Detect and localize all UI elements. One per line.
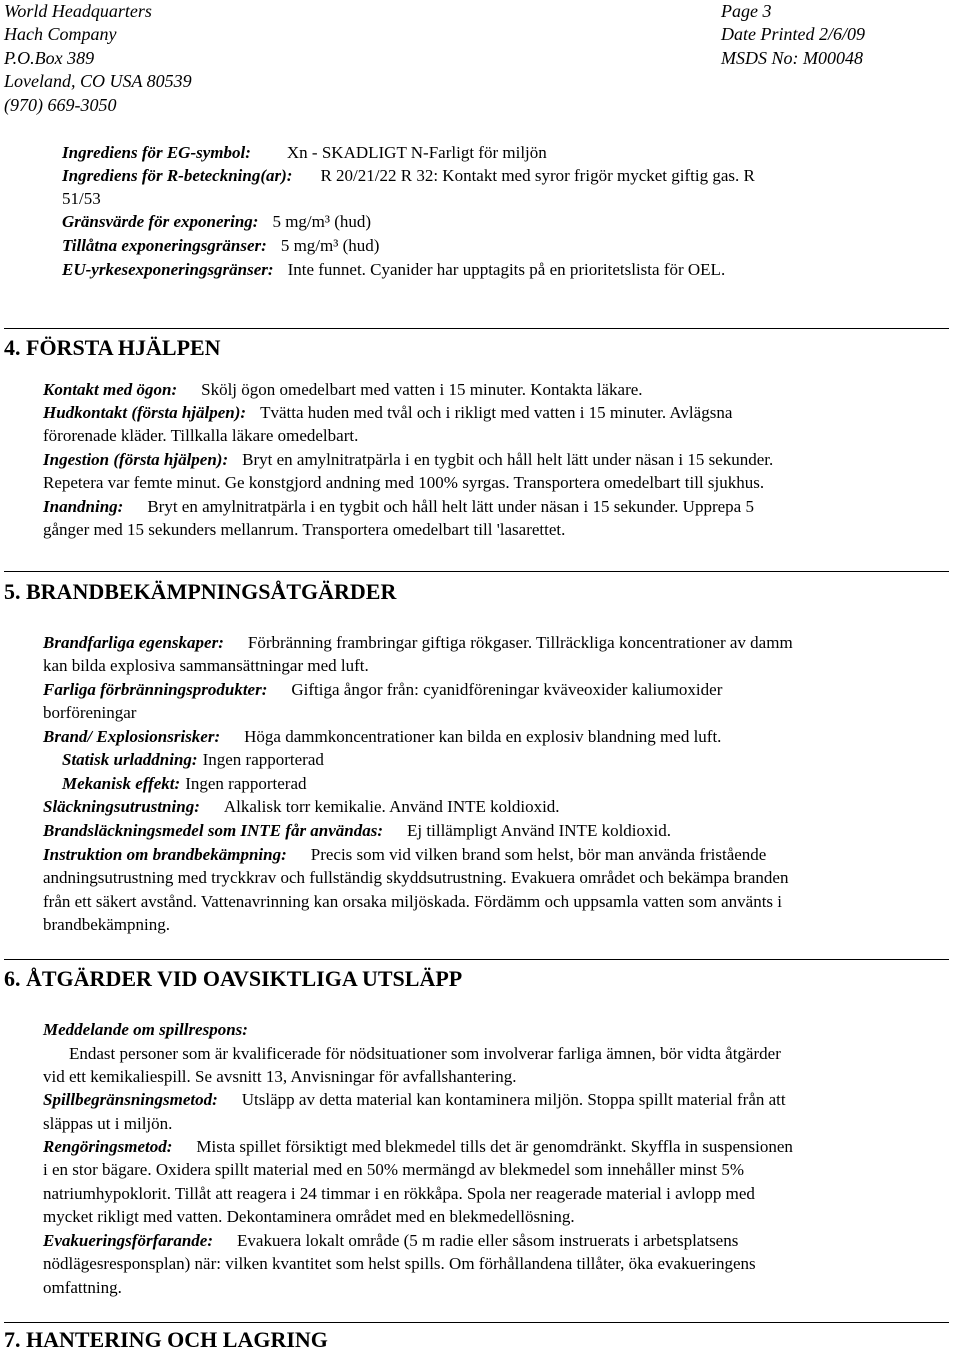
field-label: Brandfarliga egenskaper: <box>43 633 224 652</box>
section-6-title: 6. ÅTGÄRDER VID OAVSIKTLIGA UTSLÄPP <box>4 966 463 991</box>
ingestion-continuation: Repetera var femte minut. Ge konstgjord andning med 100% syrgas. Transportera omedelbart till sjukhus. <box>43 473 765 492</box>
ingestion-row <box>43 450 773 470</box>
field-value: Höga dammkoncentrationer kan bilda en explosiv blandning med luft. <box>244 727 722 746</box>
address-line: World Headquarters <box>4 1 152 21</box>
address-line: Loveland, CO USA 80539 <box>4 71 192 92</box>
field-label: Släckningsutrustning: <box>43 797 200 816</box>
field-label: Statisk urladdning: <box>62 750 198 769</box>
combustion-products-continuation: borföreningar <box>43 703 137 722</box>
r-phrase-row <box>62 166 755 186</box>
skin-contact-continuation: förorenade kläder. Tillkalla läkare omedelbart. <box>43 426 359 445</box>
cleanup-method-row <box>43 1137 793 1157</box>
field-value: Bryt en amylnitratpärla i en tygbit och håll helt lätt under näsan i 15 sekunder. Upprepa 5 <box>147 497 754 516</box>
field-value: R 20/21/22 R 32: Kontakt med syror frigör mycket giftig gas. R <box>320 166 755 185</box>
skin-contact-row <box>43 403 732 423</box>
address-line: P.O.Box 389 <box>4 47 95 68</box>
containment-method-row <box>43 1090 786 1110</box>
field-label: Evakueringsförfarande: <box>43 1231 214 1250</box>
field-label: Gränsvärde för exponering: <box>62 212 259 231</box>
field-label: EU-yrkesexponeringsgränser: <box>62 260 274 279</box>
inhalation-continuation: gånger med 15 sekunders mellanrum. Transportera omedelbart till 'lasarettet. <box>43 520 566 539</box>
field-label: Farliga förbränningsprodukter: <box>43 680 268 699</box>
document-info <box>721 0 865 70</box>
evacuation-procedure-row <box>43 1231 738 1251</box>
spill-response-continuation: vid ett kemikaliespill. Se avsnitt 13, Anvisningar för avfallshantering. <box>43 1067 517 1086</box>
field-value: Giftiga ångor från: cyanidföreningar kväveoxider kaliumoxider <box>291 680 723 699</box>
firefighting-instructions-continuation: från ett säkert avstånd. Vattenavrinning kan orsaka miljöskada. Fördämm och uppsamla vatten som använts i <box>43 892 783 911</box>
inhalation-row <box>43 497 754 517</box>
field-value: Förbränning frambringar giftiga rökgaser. Tillräckliga koncentrationer av damm <box>247 633 793 652</box>
firefighting-instructions-row <box>43 845 766 865</box>
field-label: Instruktion om brandbekämpning: <box>43 845 287 864</box>
section-divider <box>4 328 949 329</box>
explosion-risk-row <box>43 727 721 747</box>
firefighting-instructions-continuation: andningsutrustning med tryckkrav och fullständig skyddsutrustning. Evakuera området och bekämpa branden <box>43 868 789 887</box>
date-printed: Date Printed 2/6/09 <box>721 24 865 45</box>
containment-method-continuation: släppas ut i miljön. <box>43 1114 173 1133</box>
field-label: Hudkontakt (första hjälpen): <box>43 403 247 422</box>
section-divider <box>4 1322 949 1323</box>
field-value: Ej tillämpligt Använd INTE koldioxid. <box>407 821 671 840</box>
page-number: Page 3 <box>721 1 772 21</box>
eu-limit-row <box>62 260 725 280</box>
field-value: 5 mg/m³ (hud) <box>272 212 372 231</box>
field-value: Xn - SKADLIGT N-Farligt för miljön <box>286 143 547 162</box>
allowed-limit-row <box>62 236 379 256</box>
field-value: 5 mg/m³ (hud) <box>280 236 380 255</box>
section-7-title: 7. HANTERING OCH LAGRING <box>4 1327 328 1352</box>
field-label: Ingrediens för EG-symbol: <box>62 143 251 162</box>
combustion-products-row <box>43 680 722 700</box>
limit-value-row <box>62 212 371 232</box>
evacuation-procedure-continuation: nödlägesresponsplan) när: vilken kvantitet som helst spills. Om förhållandena tillåter, öka evakueringens <box>43 1254 756 1273</box>
section-5-title: 5. BRANDBEKÄMPNINGSÅTGÄRDER <box>4 579 397 604</box>
field-value: Skölj ögon omedelbart med vatten i 15 minuter. Kontakta läkare. <box>201 380 643 399</box>
field-value: Bryt en amylnitratpärla i en tygbit och håll helt lätt under näsan i 15 sekunder. <box>242 450 774 469</box>
field-label: Meddelande om spillrespons: <box>43 1020 248 1039</box>
address-line: (970) 669-3050 <box>4 94 117 115</box>
section-4-title: 4. FÖRSTA HJÄLPEN <box>4 335 221 360</box>
cleanup-method-continuation: i en stor bägare. Oxidera spillt material med en 50% mermängd av blekmedel som innehåller minst 5% <box>43 1160 745 1179</box>
field-label: Inandning: <box>43 497 124 516</box>
r-phrase-continuation: 51/53 <box>62 189 101 208</box>
field-value: Alkalisk torr kemikalie. Använd INTE koldioxid. <box>223 797 560 816</box>
address-line: Hach Company <box>4 24 117 45</box>
mechanical-impact-row <box>62 774 307 794</box>
field-label: Rengöringsmetod: <box>43 1137 173 1156</box>
msds-number: MSDS No: M00048 <box>721 47 863 68</box>
field-label: Kontakt med ögon: <box>43 380 178 399</box>
field-label: Ingrediens för R-beteckning(ar): <box>62 166 293 185</box>
field-label: Brandsläckningsmedel som INTE får användas: <box>43 821 384 840</box>
field-value: Ingen rapporterad <box>202 750 324 769</box>
unsuitable-media-row <box>43 821 671 841</box>
flammable-properties-row <box>43 633 793 653</box>
eg-symbol-row <box>62 143 547 163</box>
field-value: Tvätta huden med tvål och i rikligt med vatten i 15 minuter. Avlägsna <box>260 403 733 422</box>
field-label: Tillåtna exponeringsgränser: <box>62 236 267 255</box>
spill-response-label <box>43 1020 248 1040</box>
extinguishing-media-row <box>43 797 560 817</box>
field-label: Spillbegränsningsmetod: <box>43 1090 218 1109</box>
cleanup-method-continuation: natriumhypoklorit. Tillåt att reagera i 24 timmar i en rökkåpa. Spola ner reagerade material i avlopp med <box>43 1184 755 1203</box>
eye-contact-row <box>43 380 643 400</box>
section-divider <box>4 959 949 960</box>
field-value: Ingen rapporterad <box>185 774 307 793</box>
cleanup-method-continuation: mycket rikligt med vatten. Dekontaminera området med en blekmedellösning. <box>43 1207 575 1226</box>
section-divider <box>4 571 949 572</box>
company-address <box>4 0 192 117</box>
field-label: Ingestion (första hjälpen): <box>43 450 229 469</box>
static-discharge-row <box>62 750 324 770</box>
field-value: Evakuera lokalt område (5 m radie eller såsom instruerats i arbetsplatsens <box>237 1231 739 1250</box>
field-value: Mista spillet försiktigt med blekmedel tills det är genomdränkt. Skyffla in suspensionen <box>196 1137 793 1156</box>
flammable-properties-continuation: kan bilda explosiva sammansättningar med luft. <box>43 656 369 675</box>
field-label: Mekanisk effekt: <box>62 774 181 793</box>
evacuation-procedure-continuation: omfattning. <box>43 1278 122 1297</box>
firefighting-instructions-continuation: brandbekämpning. <box>43 915 170 934</box>
field-label: Brand/ Explosionsrisker: <box>43 727 221 746</box>
spill-response-text: Endast personer som är kvalificerade för nödsituationer som involverar farliga ämnen, bör vidta åtgärder <box>69 1044 781 1063</box>
field-value: Inte funnet. Cyanider har upptagits på en prioritetslista för OEL. <box>287 260 726 279</box>
field-value: Precis som vid vilken brand som helst, bör man använda fristående <box>310 845 767 864</box>
field-value: Utsläpp av detta material kan kontaminera miljön. Stoppa spillt material från att <box>241 1090 786 1109</box>
